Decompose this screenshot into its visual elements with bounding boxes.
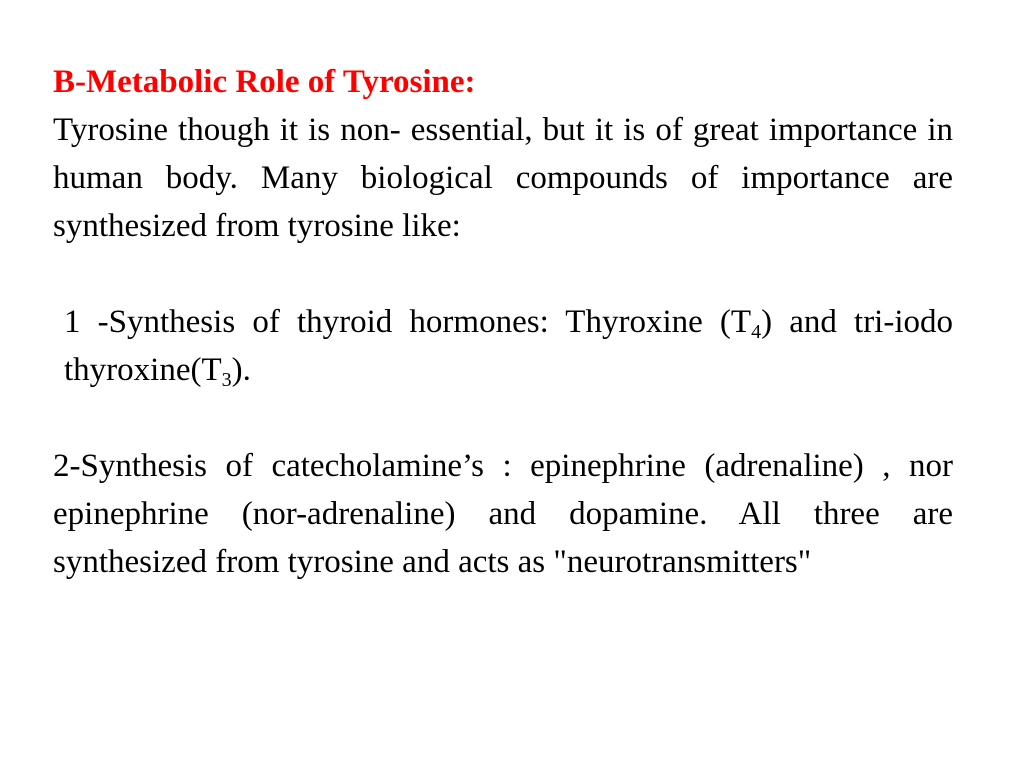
item-1-text-c: ). <box>231 352 251 388</box>
intro-paragraph: Tyrosine though it is non- essential, but it is of great importance in human body. Many biological compounds of importance are synthesized from tyrosine like: <box>53 112 953 244</box>
item-2-paragraph: 2-Synthesis of catecholamine’s : epinephrine (adrenaline) , nor epinephrine (nor-adrenaline) and dopamine. All three are synthesized from tyrosine and acts as "neurotransmitters" <box>53 448 953 580</box>
subscript-4: 4 <box>751 321 762 343</box>
item-1-paragraph <box>53 298 953 394</box>
slide-title: B-Metabolic Role of Tyrosine: <box>53 64 476 100</box>
slide-content <box>53 58 953 586</box>
item-1-text-a: 1 -Synthesis of thyroid hormones: Thyroxine (T <box>64 304 752 340</box>
item-1-text-b: ) and tri-iodo thyroxine(T <box>64 304 954 388</box>
subscript-3: 3 <box>221 369 232 391</box>
spacer <box>53 394 953 442</box>
spacer <box>53 250 953 298</box>
